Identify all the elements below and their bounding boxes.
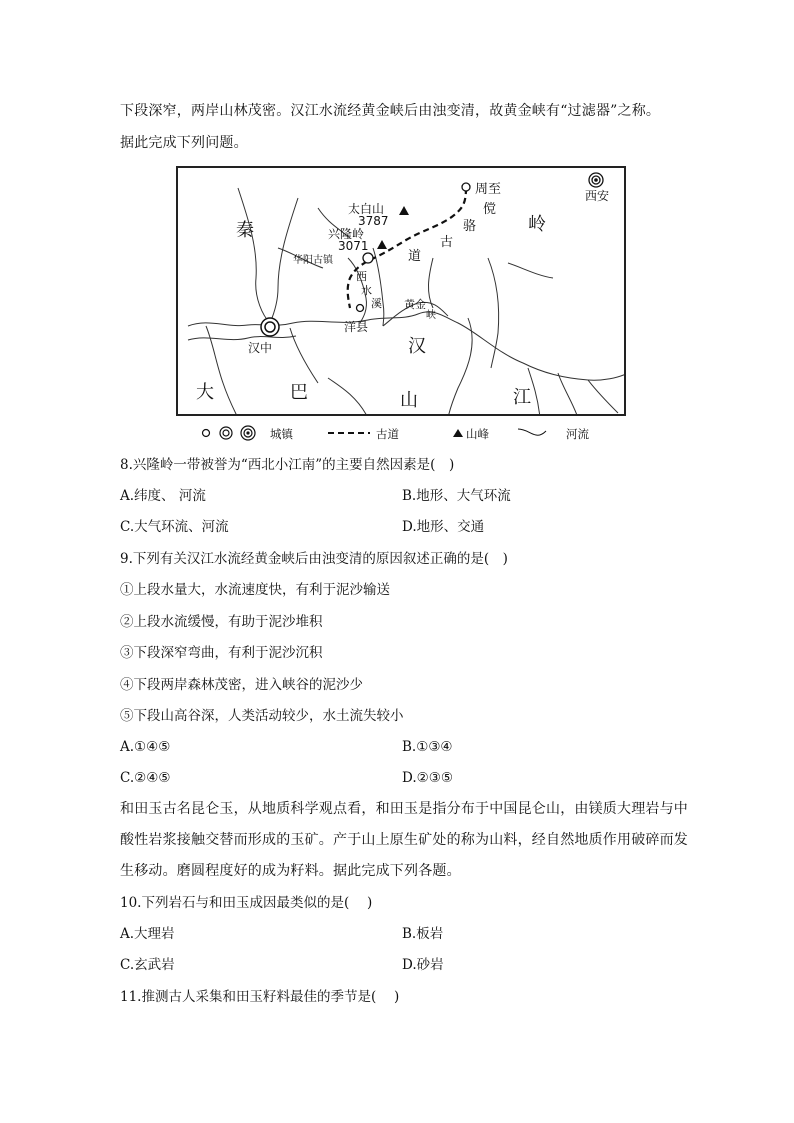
label-luo: 骆 <box>463 219 477 234</box>
hanjiang-map <box>176 166 626 416</box>
legend-town-small-icon <box>203 430 210 437</box>
map-legend <box>200 424 620 444</box>
q10-stem: 10.下列岩石与和田玉成因最类似的是( ) <box>120 895 373 911</box>
q8-option-a: A.纬度、 河流 <box>120 488 206 504</box>
q9-option-a: A.①④⑤ <box>120 739 171 755</box>
legend-peak-icon <box>453 429 463 437</box>
legend-peak-label: 山峰 <box>466 427 489 441</box>
zhouzhi-town-icon <box>462 183 470 191</box>
label-ling: 岭 <box>528 214 546 235</box>
label-gu: 古 <box>440 235 454 250</box>
q8-option-b: B.地形、大气环流 <box>402 488 511 504</box>
q8-option-d: D.地形、交通 <box>402 519 485 535</box>
q9-statement-5: ⑤下段山高谷深，人类活动较少，水土流失较小 <box>120 708 404 724</box>
label-tang: 傥 <box>483 202 497 217</box>
label-huangjin: 黄金 <box>404 298 426 311</box>
legend-river-icon <box>518 429 546 435</box>
label-taibaishan-alt: 3787 <box>358 214 389 228</box>
passage2-line-3: 生移动。磨圆程度好的成为籽料。据此完成下列各题。 <box>120 863 461 879</box>
xinglongling-peak-icon <box>377 240 387 249</box>
label-xi: 西 <box>356 270 367 283</box>
q10-option-d: D.砂岩 <box>402 957 444 973</box>
q10-option-a: A.大理岩 <box>120 926 175 942</box>
q9-statement-1: ①上段水量大，水流速度快，有利于泥沙输送 <box>120 582 390 598</box>
passage2-line-2: 酸性岩浆接触交替而形成的玉矿。产于山上原生矿处的称为山料，经自然地质作用破碎而发 <box>120 832 688 848</box>
label-yangxian: 洋县 <box>344 320 369 334</box>
label-shan: 山 <box>400 390 418 411</box>
q9-statement-3: ③下段深窄弯曲，有利于泥沙沉积 <box>120 645 323 661</box>
label-xia: 峡 <box>426 310 436 321</box>
label-xian: 西安 <box>585 189 610 203</box>
q9-stem: 9.下列有关汉江水流经黄金峡后由浊变清的原因叙述正确的是( ) <box>120 551 508 567</box>
legend-town-label: 城镇 <box>270 427 293 441</box>
label-da: 大 <box>196 382 214 403</box>
legend-road-label: 古道 <box>376 427 399 441</box>
intro-line-2: 据此完成下列问题。 <box>120 135 248 151</box>
label-ba: 巴 <box>290 382 308 403</box>
legend-river-label: 河流 <box>566 427 589 441</box>
q9-option-b: B.①③④ <box>402 739 453 755</box>
passage2-line-1: 和田玉古名昆仑玉，从地质科学观点看，和田玉是指分布于中国昆仑山，由镁质大理岩与中 <box>120 801 688 817</box>
label-qin: 秦 <box>236 220 254 241</box>
q10-option-c: C.玄武岩 <box>120 957 175 973</box>
label-jiang: 江 <box>513 387 531 408</box>
label-hanzhong: 汉中 <box>248 341 273 355</box>
label-taibaishan: 太白山 <box>348 202 385 216</box>
taibaishan-peak-icon <box>399 206 409 215</box>
yangxian-town-icon <box>357 305 364 312</box>
q8-stem: 8.兴隆岭一带被誉为“西北小江南”的主要自然因素是( ) <box>120 457 455 473</box>
q9-statement-4: ④下段两岸森林茂密，进入峡谷的泥沙少 <box>120 677 363 693</box>
q9-statement-2: ②上段水流缓慢，有助于泥沙堆积 <box>120 614 323 630</box>
label-huayang: 华阳古镇 <box>293 255 333 266</box>
label-xinglongling-alt: 3071 <box>338 239 369 253</box>
label-shui: 水 <box>361 284 372 297</box>
q10-option-b: B.板岩 <box>402 926 444 942</box>
label-xi2: 溪 <box>371 297 382 310</box>
label-han: 汉 <box>408 336 426 357</box>
q9-option-d: D.②③⑤ <box>402 770 453 786</box>
label-zhouzhi: 周至 <box>475 182 502 197</box>
intro-line-1: 下段深窄，两岸山林茂密。汉江水流经黄金峡后由浊变清，故黄金峡有“过滤器”之称。 <box>120 103 661 119</box>
map-svg <box>178 168 626 416</box>
label-dao: 道 <box>408 249 422 264</box>
q11-stem: 11.推测古人采集和田玉籽料最佳的季节是( ) <box>120 989 400 1005</box>
huayang-town-icon <box>363 253 373 263</box>
q8-option-c: C.大气环流、河流 <box>120 519 229 535</box>
q9-option-c: C.②④⑤ <box>120 770 171 786</box>
label-xinglongling: 兴隆岭 <box>328 227 365 241</box>
